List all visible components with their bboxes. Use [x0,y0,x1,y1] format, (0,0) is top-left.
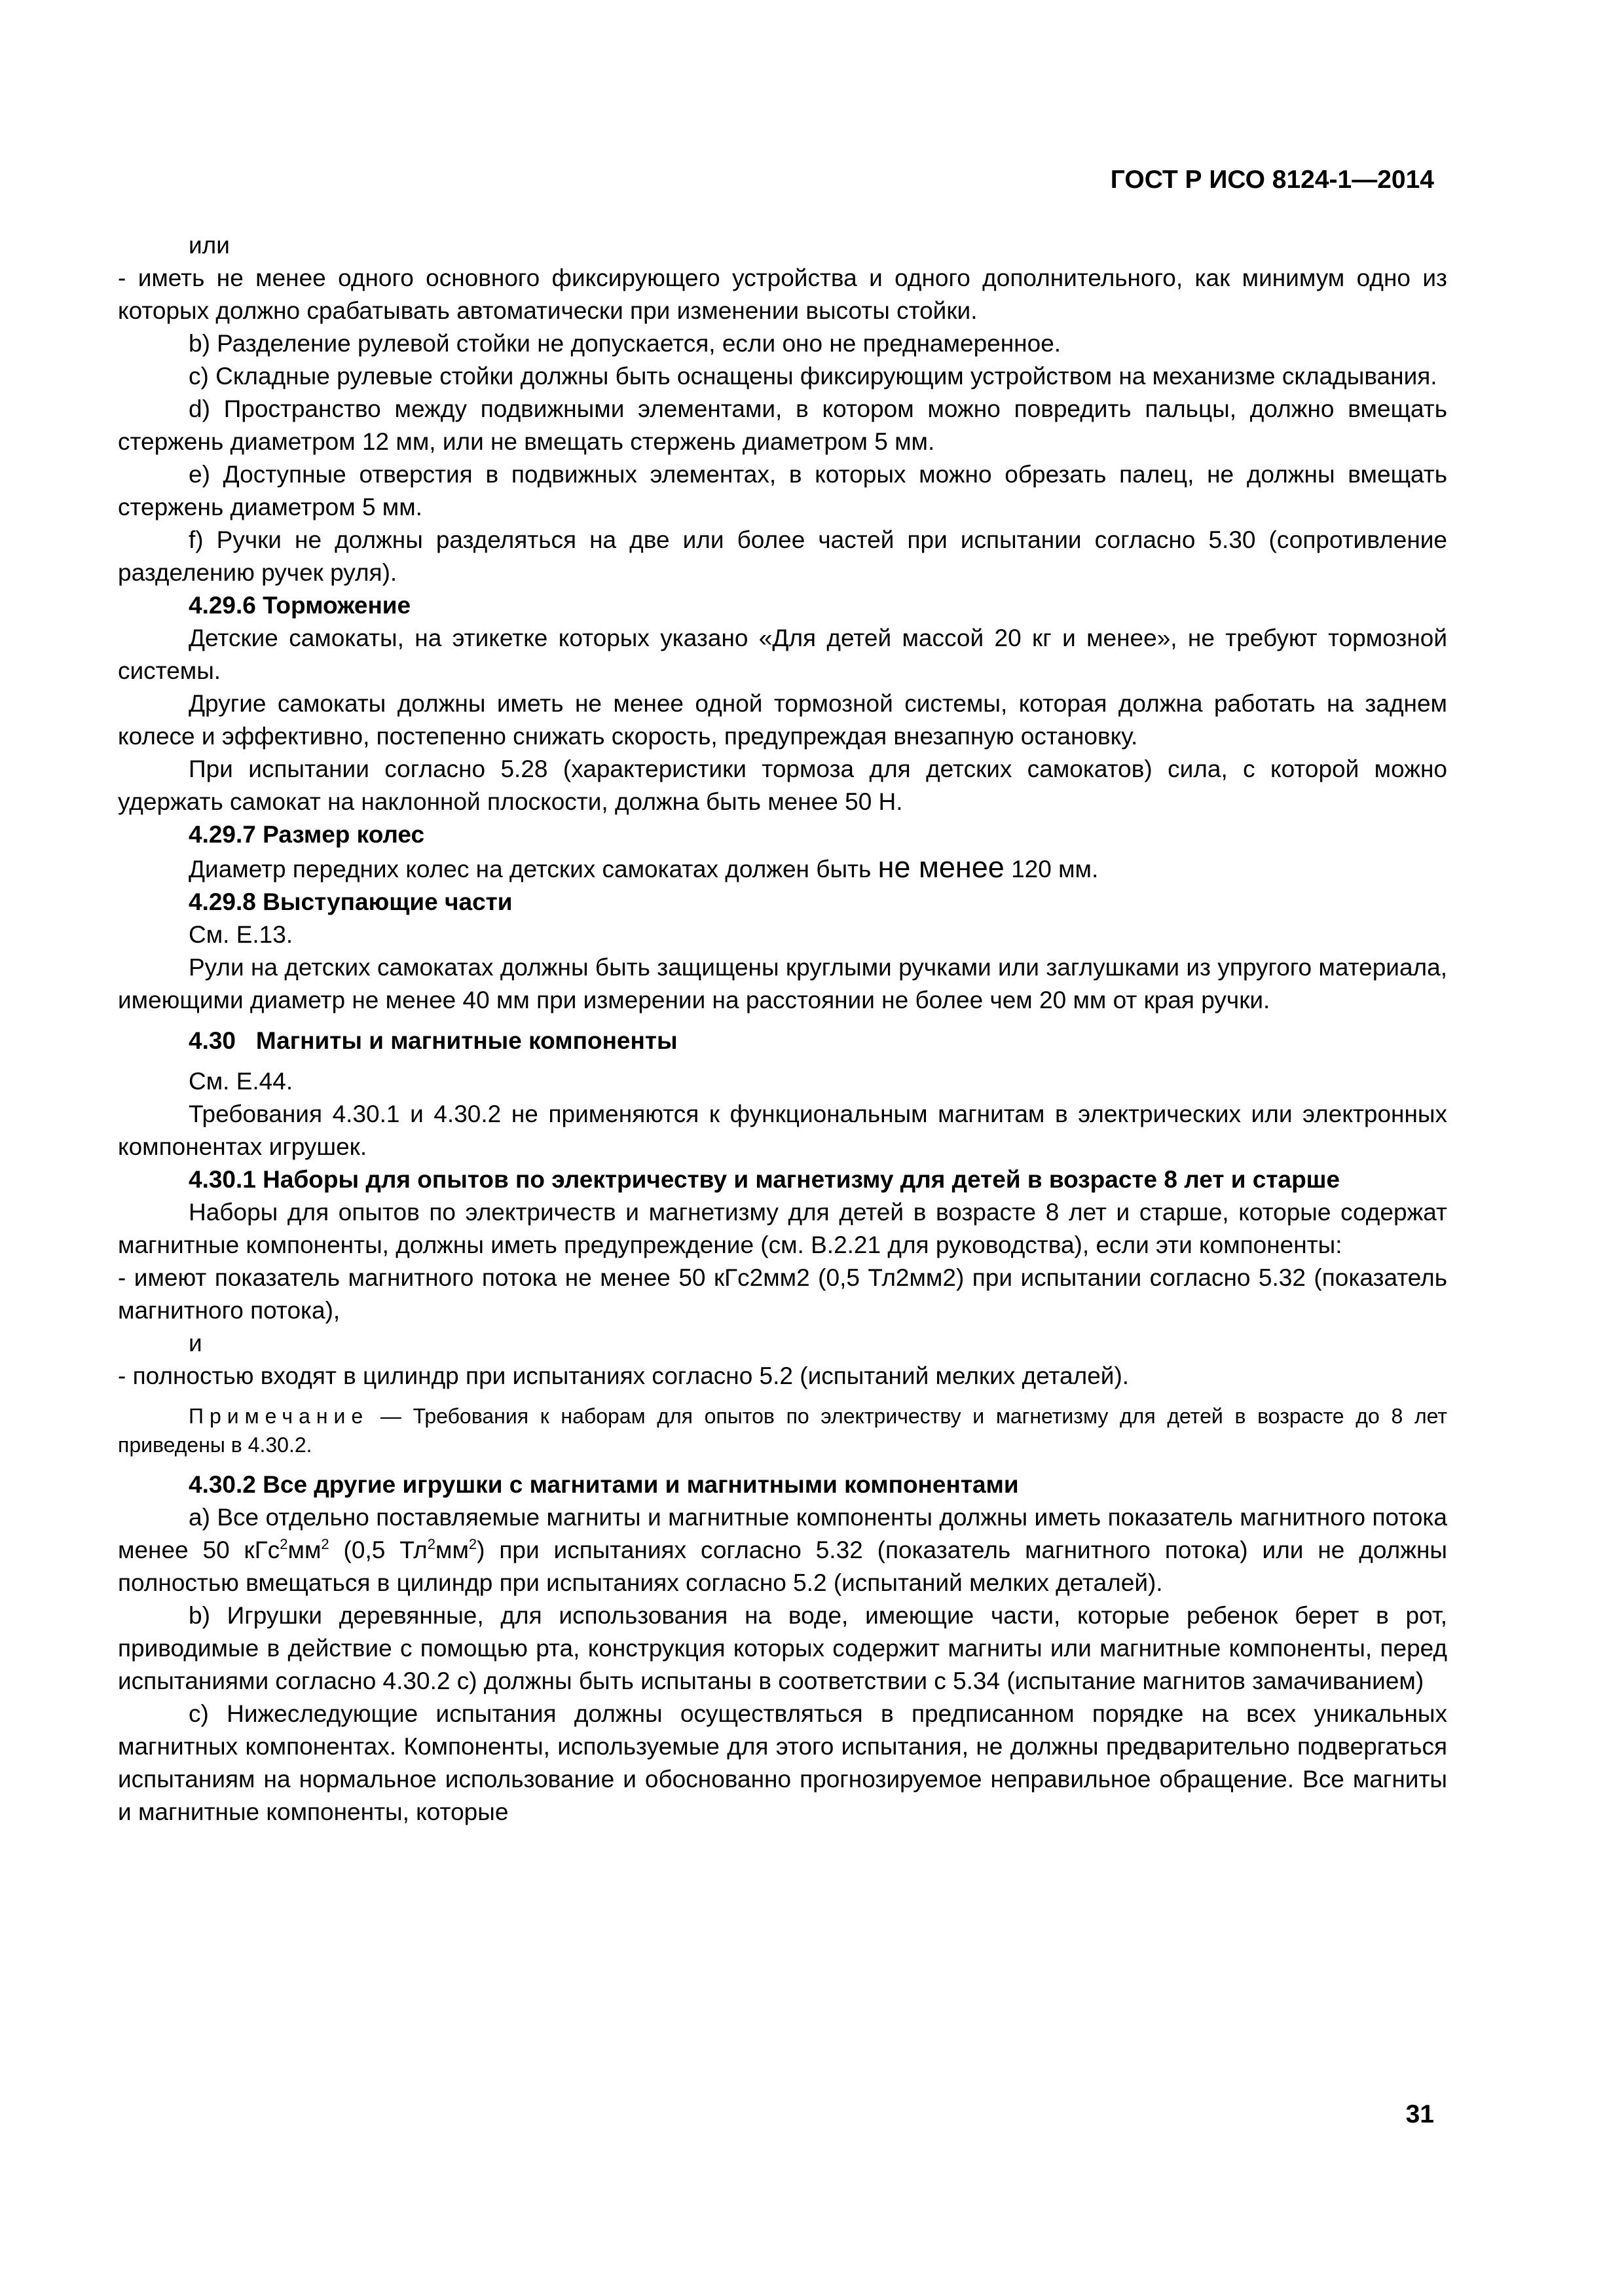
section-heading: 4.29.8 Выступающие части [189,888,513,915]
text-run: не менее [877,850,1005,884]
section-heading: 4.30 Магниты и магнитные компоненты [189,1027,678,1054]
paragraph: При испытании согласно 5.28 (характеристики тормоза для детских самокатов) сила, с которой можно удержать самокат на наклонной плоскости, должна быть менее 50 Н. [118,756,1447,815]
note [118,1402,1447,1459]
paragraph: d) Пространство между подвижными элементами, в котором можно повредить пальцы, должно вмещать стержень диаметром 12 мм, или не вмещать стержень диаметром 5 мм. [118,395,1447,455]
paragraph: Другие самокаты должны иметь не менее одной тормозной системы, которая должна работать на заднем колесе и эффективно, постепенно снижать скорость, предупреждая внезапную остановку. [118,690,1447,750]
note-text: — Требования к наборам для опытов по электричеству и магнетизму для детей в возрасте до 8 лет приведены в 4.30.2. [118,1404,1447,1457]
paragraph: c) Складные рулевые стойки должны быть оснащены фиксирующим устройством на механизме складывания. [189,363,1437,390]
superscript: 2 [468,1536,477,1552]
superscript: 2 [280,1536,288,1552]
text-run: (0,5 Тл [329,1537,428,1563]
text-run: Диаметр передних колес на детских самокатах должен быть [189,856,878,883]
paragraph: f) Ручки не должны разделяться на две или более частей при испытании согласно 5.30 (сопротивление разделению ручек руля). [118,526,1447,586]
paragraph: b) Разделение рулевой стойки не допускается, если оно не преднамеренное. [189,330,1061,357]
superscript: 2 [321,1536,329,1552]
paragraph: c) Нижеследующие испытания должны осуществляться в предписанном порядке на всех уникальных магнитных компонентах. Компоненты, используемые для этого испытания, не должны предварительно подвергаться испытаниям на нормальное использование и обоснованно прогнозируемое неправильное обращение. Все магниты и магнитные компоненты, которые [118,1700,1447,1825]
paragraph [118,851,1447,886]
section-heading: 4.29.6 Торможение [189,592,411,619]
text-run: мм [435,1537,469,1563]
document-body [118,229,1447,1829]
paragraph: Требования 4.30.1 и 4.30.2 не применяются к функциональным магнитам в электрических или электронных компонентах игрушек. [118,1101,1447,1160]
paragraph: b) Игрушки деревянные, для использования на воде, имеющие части, которые ребенок берет в рот, приводимые в действие с помощью рта, конструкция которых содержит магниты или магнитные компоненты, перед испытаниями согласно 4.30.2 с) должны быть испытаны в соответствии с 5.34 (испытание магнитов замачиванием) [118,1602,1447,1694]
paragraph: или [189,232,230,259]
superscript: 2 [427,1536,435,1552]
paragraph: См. Е.44. [189,1068,293,1095]
section-heading: 4.29.7 Размер колес [189,821,425,848]
paragraph: См. Е.13. [189,921,293,948]
paragraph: Детские самокаты, на этикетке которых указано «Для детей массой 20 кг и менее», не требуют тормозной системы. [118,625,1447,684]
paragraph: Рули на детских самокатах должны быть защищены круглыми ручками или заглушками из упругого материала, имеющими диаметр не менее 40 мм при измерении на расстоянии не более чем 20 мм от края ручки. [118,954,1447,1013]
page-number: 31 [1405,2100,1434,2128]
paragraph: - полностью входят в цилиндр при испытаниях согласно 5.2 (испытаний мелких деталей). [118,1362,1130,1389]
text-run: a) Все отдельно поставляемые магниты и магнитные компоненты должны иметь показатель магнитного потока менее 50 кГс [118,1504,1447,1563]
paragraph [118,1501,1447,1599]
paragraph: e) Доступные отверстия в подвижных элементах, в которых можно обрезать палец, не должны вмещать стержень диаметром 5 мм. [118,461,1447,520]
text-run: мм [287,1537,322,1563]
paragraph: и [189,1330,202,1357]
text-run: 120 мм. [1004,856,1099,883]
paragraph: - имеют показатель магнитного потока не менее 50 кГс2мм2 (0,5 Тл2мм2) при испытании согласно 5.32 (показатель магнитного потока), [118,1264,1447,1324]
paragraph: - иметь не менее одного основного фиксирующего устройства и одного дополнительного, как минимум одно из которых должно срабатывать автоматически при изменении высоты стойки. [118,264,1447,324]
text-run: ) при испытаниях согласно 5.32 (показатель магнитного потока) или не должны полностью вмещаться в цилиндр при испытаниях согласно 5.2 (испытаний мелких деталей). [118,1537,1447,1596]
paragraph: Наборы для опытов по электричеств и магнетизму для детей в возрасте 8 лет и старше, которые содержат магнитные компоненты, должны иметь предупреждение (см. В.2.21 для руководства), если эти компоненты: [118,1199,1447,1258]
section-heading: 4.30.1 Наборы для опытов по электричеству и магнетизму для детей в возрасте 8 лет и старше [189,1166,1340,1193]
section-heading: 4.30.2 Все другие игрушки с магнитами и магнитными компонентами [189,1471,1019,1498]
document-header: ГОСТ Р ИСО 8124-1—2014 [1110,166,1434,194]
note-label: Примечание [189,1404,369,1428]
